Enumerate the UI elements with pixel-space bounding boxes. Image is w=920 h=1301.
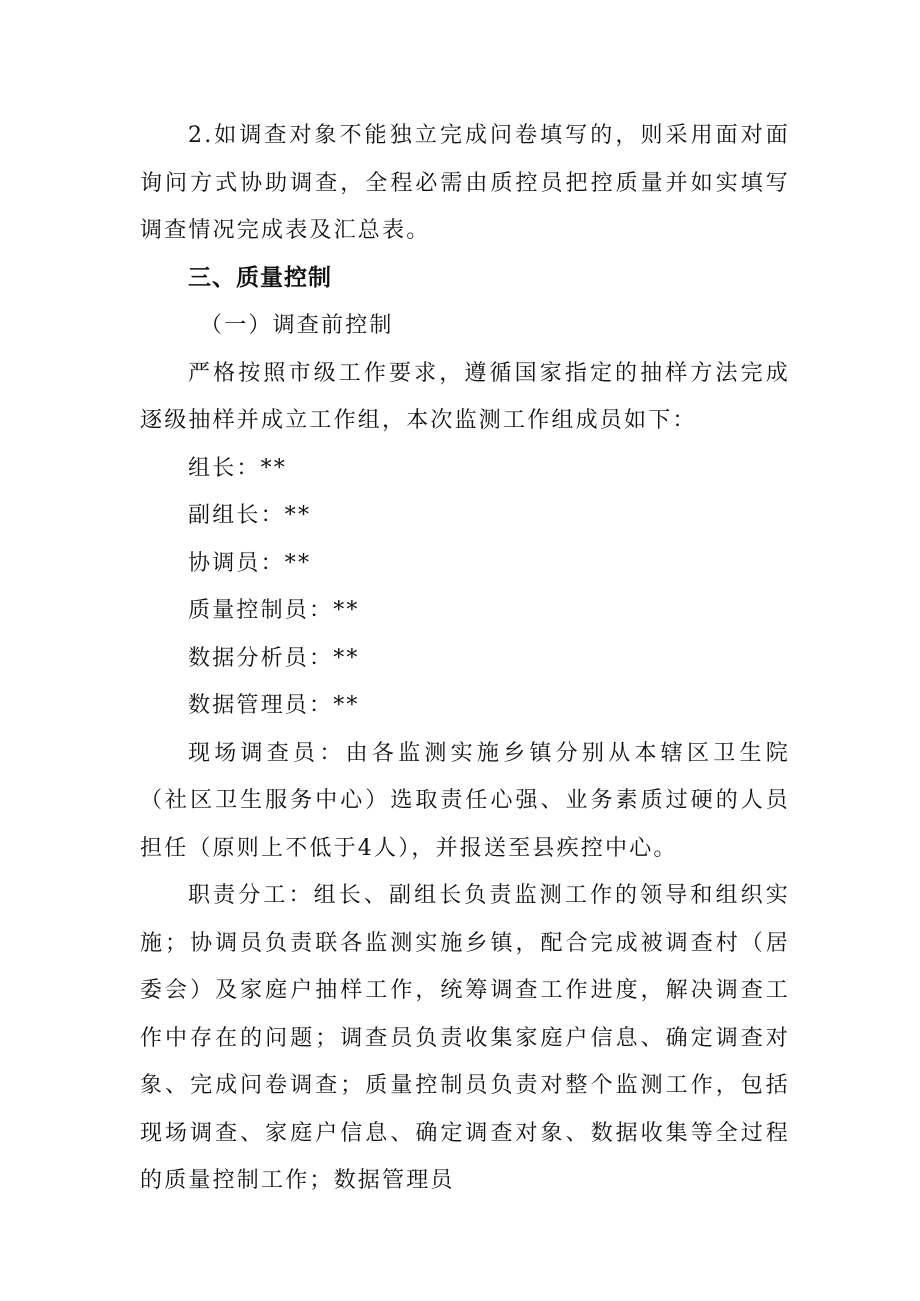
subsection-heading-pre-survey-control: （一）调查前控制 bbox=[200, 313, 394, 338]
paragraph-survey-method: 2.如调查对象不能独立完成问卷填写的，则采用面对面询问方式协助调查，全程必需由质控员把控质量并如实填写调查情况完成表及汇总表。 bbox=[140, 123, 790, 243]
member-data-analyst: 数据分析员：** bbox=[188, 645, 360, 671]
paragraph-sampling: 严格按照市级工作要求，遵循国家指定的抽样方法完成逐级抽样并成立工作组，本次监测工作组成员如下： bbox=[140, 360, 790, 433]
document-body bbox=[140, 112, 790, 1205]
member-data-manager: 数据管理员：** bbox=[188, 693, 360, 718]
member-leader: 组长：** bbox=[188, 455, 288, 481]
member-deputy-leader: 副组长：** bbox=[188, 503, 312, 528]
member-quality-controller: 质量控制员：** bbox=[188, 598, 360, 623]
section-heading-quality-control: 三、质量控制 bbox=[188, 264, 332, 291]
paragraph-field-investigators: 现场调查员：由各监测实施乡镇分别从本辖区卫生院（社区卫生服务中心）选取责任心强、业务素质过硬的人员担任（原则上不低于4人），并报送至县疾控中心。 bbox=[140, 740, 790, 861]
paragraph-responsibilities: 职责分工：组长、副组长负责监测工作的领导和组织实施；协调员负责联各监测实施乡镇，配合完成被调查村（居委会）及家庭户抽样工作，统筹调查工作进度，解决调查工作中存在的问题；调查员负责收集家庭户信息、确定调查对象、完成问卷调查；质量控制员负责对整个监测工作，包括现场调查、家庭户信息、确定调查对象、数据收集等全过程的质量控制工作；数据管理员 bbox=[140, 883, 790, 1193]
member-coordinator: 协调员：** bbox=[188, 550, 312, 576]
